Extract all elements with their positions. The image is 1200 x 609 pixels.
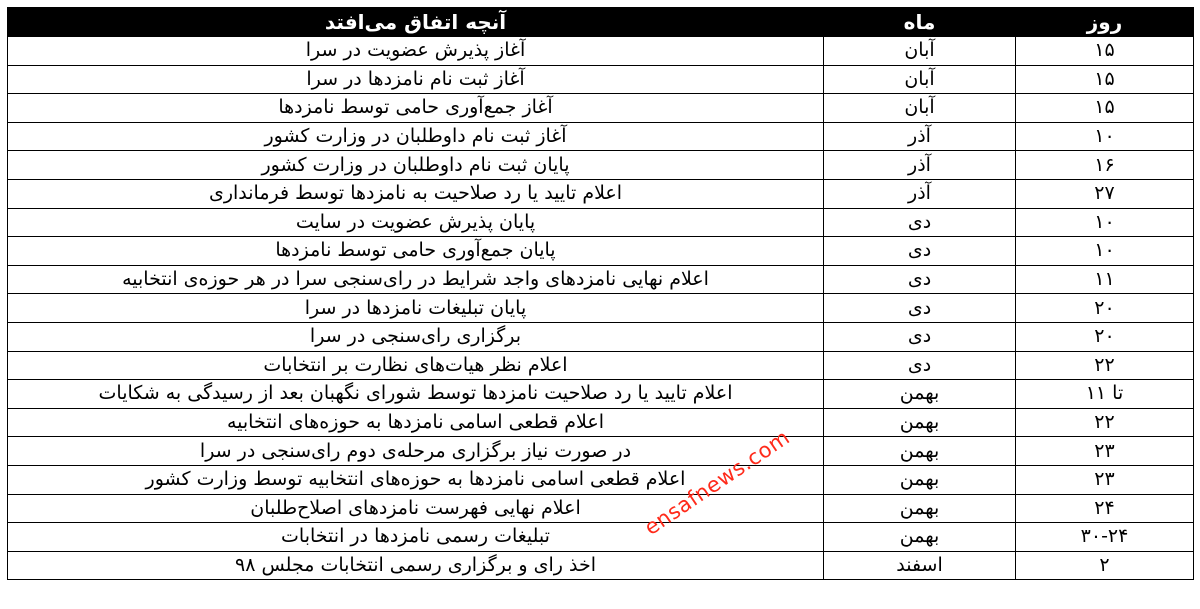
cell-month: دی — [824, 265, 1016, 294]
table-body — [8, 37, 1194, 580]
table-row — [8, 465, 1194, 494]
cell-event: آغاز پذیرش عضویت در سرا — [8, 37, 824, 66]
cell-month: دی — [824, 208, 1016, 237]
table-row — [8, 437, 1194, 466]
header-day: روز — [1016, 8, 1194, 37]
cell-event: اعلام قطعی اسامی نامزدها به حوزه‌های انتخابیه توسط وزارت کشور — [8, 465, 824, 494]
table-row — [8, 351, 1194, 380]
cell-day: ۲۰ — [1016, 322, 1194, 351]
cell-event: پایان تبلیغات نامزدها در سرا — [8, 294, 824, 323]
table-row — [8, 151, 1194, 180]
cell-day: ۲۷ — [1016, 179, 1194, 208]
cell-day: ۱۶ — [1016, 151, 1194, 180]
cell-event: اعلام نهایی نامزدهای واجد شرایط در رای‌سنجی سرا در هر حوزه‌ی انتخابیه — [8, 265, 824, 294]
cell-day: ۲۴ — [1016, 494, 1194, 523]
cell-day: ۱۵ — [1016, 65, 1194, 94]
cell-month: آبان — [824, 94, 1016, 123]
cell-event: اعلام نظر هیات‌های نظارت بر انتخابات — [8, 351, 824, 380]
table-row — [8, 294, 1194, 323]
table-row — [8, 122, 1194, 151]
table-row — [8, 380, 1194, 409]
table-row — [8, 408, 1194, 437]
cell-month: آذر — [824, 179, 1016, 208]
cell-day: ۱۰ — [1016, 208, 1194, 237]
cell-month: بهمن — [824, 465, 1016, 494]
cell-day: ۱۰ — [1016, 237, 1194, 266]
cell-month: دی — [824, 351, 1016, 380]
cell-day: ۲ — [1016, 551, 1194, 580]
cell-event: پایان پذیرش عضویت در سایت — [8, 208, 824, 237]
cell-event: پایان جمع‌آوری حامی توسط نامزدها — [8, 237, 824, 266]
cell-month: بهمن — [824, 408, 1016, 437]
cell-event: پایان ثبت نام داوطلبان در وزارت کشور — [8, 151, 824, 180]
table-row — [8, 237, 1194, 266]
cell-month: آبان — [824, 37, 1016, 66]
cell-month: آذر — [824, 122, 1016, 151]
table-row — [8, 322, 1194, 351]
table-header — [8, 8, 1194, 37]
header-month: ماه — [824, 8, 1016, 37]
cell-day: ۲۰ — [1016, 294, 1194, 323]
table-row — [8, 494, 1194, 523]
table-row — [8, 37, 1194, 66]
election-schedule-table — [7, 7, 1194, 580]
cell-day: ۱۵ — [1016, 37, 1194, 66]
table-row — [8, 551, 1194, 580]
table-row — [8, 208, 1194, 237]
cell-month: آبان — [824, 65, 1016, 94]
cell-event: اعلام نهایی فهرست نامزدهای اصلاح‌طلبان — [8, 494, 824, 523]
cell-day: ۲۳ — [1016, 437, 1194, 466]
cell-month: دی — [824, 237, 1016, 266]
cell-month: دی — [824, 294, 1016, 323]
cell-day: ۲۲ — [1016, 351, 1194, 380]
cell-day: ۲۳ — [1016, 465, 1194, 494]
table-row — [8, 265, 1194, 294]
cell-month: دی — [824, 322, 1016, 351]
cell-month: اسفند — [824, 551, 1016, 580]
cell-event: اخذ رای و برگزاری رسمی انتخابات مجلس ۹۸ — [8, 551, 824, 580]
cell-event: در صورت نیاز برگزاری مرحله‌ی دوم رای‌سنجی در سرا — [8, 437, 824, 466]
cell-event: تبلیغات رسمی نامزدها در انتخابات — [8, 523, 824, 552]
cell-month: آذر — [824, 151, 1016, 180]
header-row — [8, 8, 1194, 37]
cell-day: ۲۲ — [1016, 408, 1194, 437]
cell-day: ۱۵ — [1016, 94, 1194, 123]
cell-day: ۳۰-۲۴ — [1016, 523, 1194, 552]
cell-day: تا ۱۱ — [1016, 380, 1194, 409]
cell-day: ۱۱ — [1016, 265, 1194, 294]
cell-month: بهمن — [824, 494, 1016, 523]
cell-month: بهمن — [824, 523, 1016, 552]
cell-event: آغاز ثبت نام داوطلبان در وزارت کشور — [8, 122, 824, 151]
cell-month: بهمن — [824, 437, 1016, 466]
table-row — [8, 65, 1194, 94]
table-row — [8, 94, 1194, 123]
cell-month: بهمن — [824, 380, 1016, 409]
cell-event: اعلام تایید یا رد صلاحیت نامزدها توسط شورای نگهبان بعد از رسیدگی به شکایات — [8, 380, 824, 409]
cell-event: اعلام قطعی اسامی نامزدها به حوزه‌های انتخابیه — [8, 408, 824, 437]
watermark-text: ensafnews.com — [640, 425, 795, 540]
cell-event: اعلام تایید یا رد صلاحیت به نامزدها توسط فرمانداری — [8, 179, 824, 208]
cell-event: آغاز ثبت نام نامزدها در سرا — [8, 65, 824, 94]
cell-day: ۱۰ — [1016, 122, 1194, 151]
table-row — [8, 523, 1194, 552]
cell-event: آغاز جمع‌آوری حامی توسط نامزدها — [8, 94, 824, 123]
cell-event: برگزاری رای‌سنجی در سرا — [8, 322, 824, 351]
header-event: آنچه اتفاق می‌افتد — [8, 8, 824, 37]
table-row — [8, 179, 1194, 208]
